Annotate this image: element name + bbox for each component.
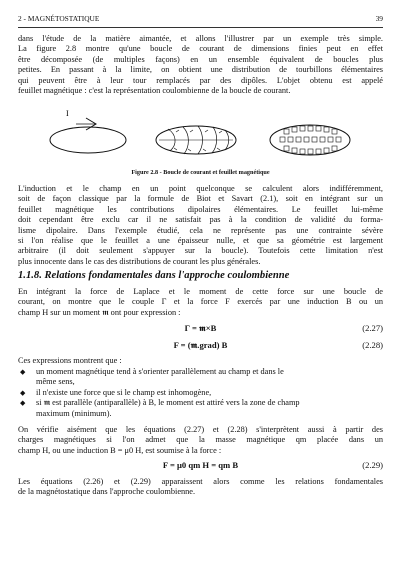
text-line: si 𝖒 est parallèle (antiparallèle) à B, le moment est attiré vers la zone de champ — [36, 398, 300, 408]
diamond-bullet-icon: ◆ — [20, 399, 26, 408]
text-line: plus innocente dans le cas des distributions de courant les plus générales. — [18, 256, 261, 266]
equation-formula: F = (𝖒.grad) B — [173, 340, 228, 350]
text-line: L'induction et le champ en un point quelconque se calculent alors indifféremment, — [18, 184, 383, 193]
diamond-bullet-icon: ◆ — [20, 368, 26, 376]
list-item — [18, 367, 383, 388]
list-item — [18, 398, 383, 419]
text-line: même sens, — [36, 377, 75, 387]
text-line: il n'existe une force que si le champ est inhomogène, — [36, 387, 212, 397]
text-line: dans l'étude de la matière aimantée, et allons l'illustrer par un exemple très simple. — [18, 34, 383, 43]
text-line: Ces expressions montrent que : — [18, 356, 122, 365]
page-number: 39 — [375, 14, 383, 23]
loop-and-sheet-illustration — [18, 104, 383, 168]
section-heading: 1.1.8. Relations fondamentales dans l'approche coulombienne — [18, 270, 290, 281]
text-line: soit de façon classique par la formule de Biot et Savart (2.1), soit en intégrant sur un — [18, 194, 383, 204]
equation-number: (2.29) — [362, 460, 383, 470]
equation-number: (2.28) — [362, 340, 383, 350]
paragraph-conclusion — [18, 477, 383, 498]
equation-2-27 — [18, 323, 383, 334]
text-line: charges magnétiques si l'on admet que la masse magnétique qm placée dans un — [18, 435, 383, 445]
figure-2-8 — [18, 104, 383, 180]
text-line: champ H sur un moment 𝖒 ont pour expression : — [18, 307, 181, 317]
running-header — [18, 14, 383, 26]
equation-number: (2.27) — [362, 323, 383, 333]
text-line: feuillet magnétique : c'est la représentation coulombienne de la boucle de courant. — [18, 86, 291, 96]
subdivided-loops — [156, 126, 236, 154]
bullet-list — [18, 367, 383, 419]
text-line: maximum (minimum). — [36, 408, 112, 418]
magnetic-sheet-dipoles — [270, 125, 350, 155]
text-line: On vérifie aisément que les équations (2.27) et (2.28) s'interprètent aussi à partir des — [18, 425, 383, 434]
figure-caption: Figure 2.8 - Boucle de courant et feuillet magnétique — [131, 169, 270, 176]
text-line: qui peuvent être à leur tour remplacés par des dipôles. L'objet obtenu est appelé — [18, 75, 383, 85]
paragraph-intro — [18, 34, 383, 96]
text-line: un moment magnétique tend à s'orienter parallèlement au champ et dans le — [36, 367, 284, 376]
text-line: doit cependant être exclu car il ne satisfait pas à la condition de validité du forma- — [18, 215, 383, 225]
running-title: 2 - MAGNÉTOSTATIQUE — [18, 14, 100, 23]
paragraph-consequences — [18, 356, 383, 366]
text-line: si l'on réalise que le feuillet a une épaisseur nulle, et que sa géométrie est largement — [18, 236, 383, 246]
text-line: La figure 2.8 montre qu'une boucle de courant de dimensions finies peut en effet — [18, 44, 383, 54]
paragraph-charges — [18, 425, 383, 456]
text-line: Les équations (2.26) et (2.29) apparaissent alors comme les relations fondamentales — [18, 477, 383, 486]
text-line: feuillet magnétique les contributions dipolaires élémentaires. Le feuillet lui-même — [18, 204, 383, 214]
text-line: être décomposée (de multiples façons) en un ensemble équivalent de boucles plus — [18, 54, 383, 64]
paragraph-laplace — [18, 287, 383, 318]
paragraph-induction — [18, 184, 383, 267]
equation-2-29 — [18, 460, 383, 471]
text-line: champ H, ou une induction B = μ0 H, est soumise à la force : — [18, 445, 222, 455]
equation-formula: Γ = 𝖒×B — [184, 323, 217, 333]
text-line: courant, on montre que le couple Γ et la force F exercés par une induction B ou un — [18, 297, 383, 307]
current-loop — [50, 109, 126, 153]
current-label: I — [66, 109, 69, 118]
header-rule — [18, 27, 383, 28]
equation-2-28 — [18, 340, 383, 351]
equation-formula: F = μ0 qm H = qm B — [162, 460, 239, 470]
text-line: petites. En passant à la limite, on obtient une distribution de tourbillons élémentaires — [18, 65, 383, 75]
diamond-bullet-icon: ◆ — [20, 388, 26, 397]
text-line: arbitraire (il doit seulement s'appuyer sur la boucle). Toutefois cette limitation n'est — [18, 246, 383, 256]
text-line: lisme dipolaire. Dans l'exemple étudié, cela ne représente pas une contrainte sévère — [18, 225, 383, 235]
list-item — [18, 388, 383, 398]
text-line: En intégrant la force de Laplace et le moment de cette force sur une boucle de — [18, 287, 383, 296]
text-line: de la magnétostatique dans l'approche coulombienne. — [18, 487, 196, 497]
